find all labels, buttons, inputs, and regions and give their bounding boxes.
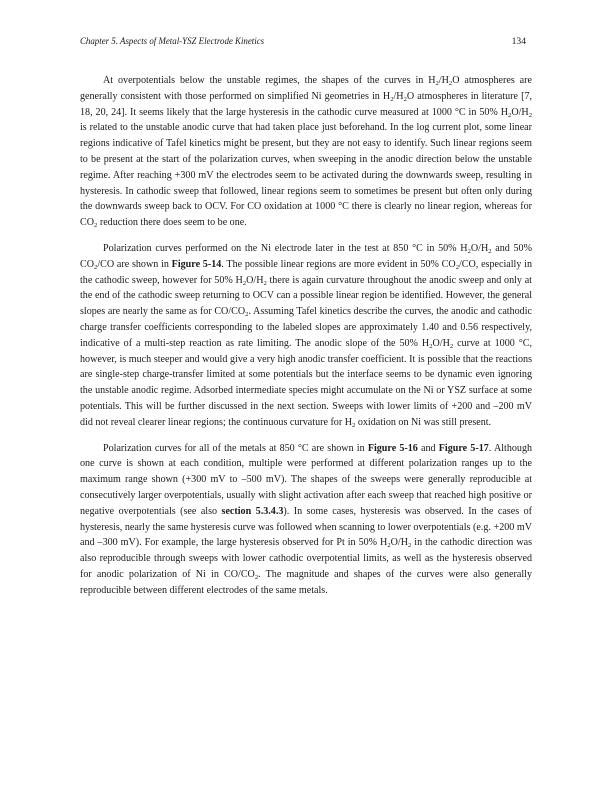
paragraph-1: At overpotentials below the unstable regimes, the shapes of the curves in $H_2/H_2O$ atmospheres are generally consistent with those performed on simplified Ni geometries in $H_2/H_2O$ atmospheres in literature [7, 18, 20, 24]. It seems likely that the large hysteresis in the cathodic curve measured at 1000 °C in 50% $H_2O/H_2$ is related to the unstable anodic curve that had taken place just beforehand. In the log current plot, some linear regions indicative of Tafel kinetics might be present, but they are not easy to identify. Such linear regions seem to be present at the start of the polarization curves, when sweeping in the anodic direction below the unstable regime. After reaching +300 mV the electrodes seem to be activated during the downwards sweep, resulting in hysteresis. In cathodic sweep that followed, linear regions seem to sometimes be present but often only during the downwards sweep back to OCV. For CO oxidation at 1000 °C there is clearly no linear region, whereas for $CO_2$ reduction there does seem to be one. [80,75,532,230]
chapter-title: Chapter 5. Aspects of Metal-YSZ Electrode Kinetics [80,36,265,46]
page-number: 134 [511,36,526,47]
main-text [80,73,532,609]
running-header [80,36,526,50]
paragraph-2: Polarization curves performed on the Ni electrode later in the test at 850 °C in 50% $H_2O/H_2$ and 50% $CO_2/CO$ are shown in Figure 5-14. The possible linear regions are more evident in 50% $CO_2/CO$, especially in the cathodic sweep, however for 50% $H_2O/H_2$ there is again curvature throughout the anodic sweep and only at the end of the cathodic sweep returning to OCV can a possible linear region be identified. However, the general slopes are nearly the same as for $CO/CO_2$. Assuming Tafel kinetics describe the curves, the anodic and cathodic charge transfer coefficients corresponding to the labeled slopes are approximately 1.40 and 0.56 respectively, indicative of a multi-step reaction as rate limiting. The anodic slope of the 50% $H_2O/H_2$ curve at 1000 °C, however, is much steeper and would give a very high anodic transfer coefficient. It is possible that the reactions are single-step charge-transfer limited at some potentials but the interface seems to be dynamic even ignoring the unstable anodic regime. Adsorbed intermediate species might accumulate on the Ni or YSZ surface at some potentials. This will be further discussed in the next section. Sweeps with lower limits of +200 and –200 mV did not reveal clearer linear regions; the continuous curvature for $H_2$ oxidation on Ni was still present. [80,242,533,429]
paragraph-3: Polarization curves for all of the metals at 850 °C are shown in Figure 5-16 and Figure 5-17. Although one curve is shown at each condition, multiple were performed at different polarization ranges up to the maximum range shown (+300 mV to –500 mV). The shapes of the sweeps were generally reproducible at consecutively larger overpotentials, usually with slight activation after each sweep that reached high positive or negative overpotentials (see also section 5.3.4.3). In some cases, hysteresis was observed. In the cases of hysteresis, nearly the same hysteresis curve was followed when scanning to lower overpotentials (e.g. +200 mV and –300 mV). For example, the large hysteresis observed for Pt in 50% $H_2O/H_2$ in the cathodic direction was also reproducible through sweeps with lower cathodic overpotential limits, as well as the hysteresis observed for anodic polarization of Ni in $CO/CO_2$. The magnitude and shapes of the curves were also generally reproducible between different electrodes of the same metals. [80,442,533,596]
